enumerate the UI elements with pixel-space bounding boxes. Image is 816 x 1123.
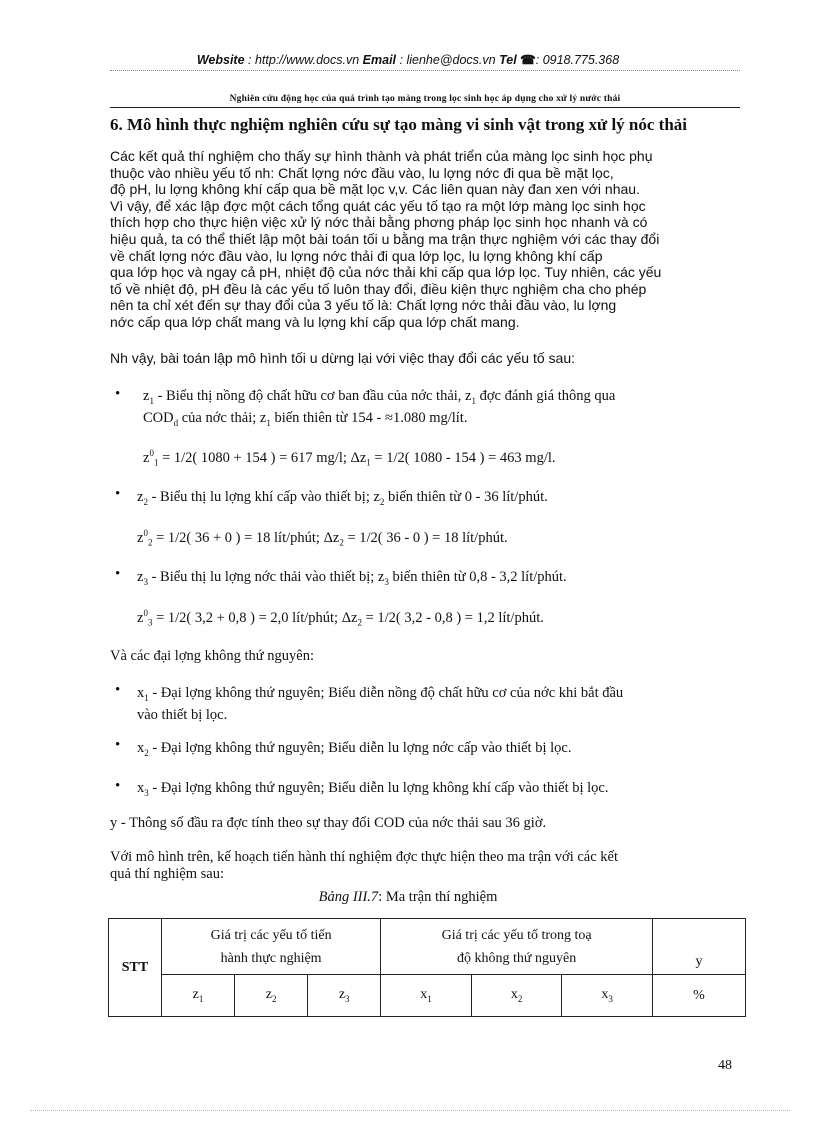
z1-description: $z_1$ - Biểu thị nồng độ chất hữu cơ ban đầu của nớc thải, $z_1$ đợc đánh giá thông qua (143, 388, 616, 406)
bullet-icon: • (115, 386, 121, 402)
paragraph-line: độ pH, lu lợng không khí cấp qua bề mặt lọc v,v. Các liên quan này đan xen với nhau. (110, 181, 640, 198)
subheader-x2: $x_2$ (471, 975, 562, 1017)
y-definition: y - Thông số đầu ra đợc tính theo sự thay đổi COD của nớc thải sau 36 giờ. (110, 815, 547, 831)
email-value[interactable]: : lienhe@docs.vn (399, 53, 496, 67)
z3-description: $z_3$ - Biểu thị lu lợng nớc thải vào thiết bị; $z_3$ biến thiên từ 0,8 - 3,2 lít/phút. (137, 569, 567, 587)
experiment-matrix-table (108, 918, 746, 1017)
x2-description: $x_2$ - Đại lợng không thứ nguyên; Biểu diễn lu lợng nớc cấp vào thiết bị lọc. (137, 740, 572, 758)
page-number: 48 (718, 1058, 732, 1073)
website-label: Website (196, 53, 245, 67)
x3-description: $x_3$ - Đại lợng không thứ nguyên; Biểu diễn lu lợng không khí cấp vào thiết bị lọc. (137, 780, 609, 798)
bullet-icon: • (115, 778, 121, 794)
section-heading: 6. Mô hình thực nghiệm nghiên cứu sự tạo màng vi sinh vật trong xử lý nóc thải (110, 115, 688, 134)
column-group-experimental: Giá trị các yếu tố tiến hành thực nghiệm (162, 919, 381, 975)
header-divider (110, 70, 740, 71)
paragraph-line: Vì vậy, để xác lập đợc một cách tổng quát các yếu tố tạo ra một lớp màng lọc sinh học (110, 197, 646, 214)
z2-description: $z_2$ - Biểu thị lu lợng khí cấp vào thiết bị; $z_2$ biến thiên từ 0 - 36 lít/phút. (137, 489, 548, 507)
subheader-x1: $x_1$ (381, 975, 472, 1017)
bullet-icon: • (115, 682, 121, 698)
paragraph-line: thích hợp cho thực hiện việc xử lý nớc thải bằng phơng pháp lọc sinh học nhanh và có (110, 214, 648, 231)
column-header-stt: STT (109, 919, 162, 1017)
summary-paragraph: Nh vậy, bài toán lập mô hình tối u dừng lại với việc thay đổi các yếu tố sau: (110, 350, 575, 366)
column-header-y: y (653, 919, 746, 975)
paragraph-line: về chất lợng nớc đầu vào, lu lợng nớc thải đi qua lớp lọc, lu lợng không khí cấp (110, 247, 603, 264)
table-caption: Bảng III.7: Ma trận thí nghiệm (318, 889, 498, 905)
subheader-z1: $z_1$ (162, 975, 235, 1017)
matrix-intro: Với mô hình trên, kế hoạch tiến hành thí nghiệm đợc thực hiện theo ma trận với các kết quả thí nghiệm sau: (110, 849, 619, 882)
website-header (0, 52, 816, 67)
paragraph-line: thuộc vào nhiều yếu tố nh: Chất lợng nớc đầu vào, lu lợng nớc đi qua bề mặt lọc, (110, 164, 614, 181)
intro-paragraph (110, 148, 742, 331)
delta-icon: Δ (341, 609, 352, 626)
x1-description: $x_1$ - Đại lợng không thứ nguyên; Biểu diễn nồng độ chất hữu cơ của nớc khi bắt đầu vào thiết bị lọc. (137, 685, 624, 723)
unit-percent: % (653, 975, 746, 1017)
paragraph-line: hiệu quả, ta có thể thiết lập một bài toán tối u bằng ma trận thực nghiệm với các thay đổi (110, 230, 660, 247)
website-url[interactable]: : http://www.docs.vn (248, 53, 360, 67)
z1-formula: $z^0_1 = 1/2$( 1080 + 154 ) = 617 mg/l; $\Delta z_1 = 1/2$( 1080 - 154 ) = 463 mg/l. (143, 448, 556, 468)
footer-divider (30, 1110, 790, 1111)
paragraph-line: qua lớp học và ngay cả pH, nhiệt độ của nớc thải khi cấp qua lớp lọc. Tuy nhiên, các yếu (110, 264, 662, 281)
column-group-dimensionless: Giá trị các yếu tố trong toạ độ không thứ nguyên (381, 919, 653, 975)
delta-icon: Δ (350, 449, 360, 466)
running-title-rule (110, 107, 740, 108)
z3-formula: $z^0_3 = 1/2$( 3,2 + 0,8 ) = 2,0 lít/phút; $\Delta z_2 = 1/2$( 3,2 - 0,8 ) = 1,2 lít/phút. (137, 608, 544, 628)
bullet-icon: • (115, 486, 121, 502)
email-label: Email (362, 53, 397, 67)
dimensionless-intro: Và các đại lợng không thứ nguyên: (110, 648, 314, 664)
paragraph-line: Các kết quả thí nghiệm cho thấy sự hình thành và phát triển của màng lọc sinh học phụ (110, 148, 653, 164)
subheader-z2: $z_2$ (235, 975, 308, 1017)
paragraph-line: nớc cấp qua lớp chất mang và lu lợng khí cấp qua lớp chất mang. (110, 313, 520, 330)
phone-icon: ☎ (520, 53, 536, 67)
subheader-z3: $z_3$ (308, 975, 381, 1017)
paragraph-line: tố về nhiệt độ, pH đều là các yếu tố luôn thay đổi, điều kiện thực nghiệm cha cho phép (110, 280, 647, 297)
z2-formula: $z^0_2 = 1/2$( 36 + 0 ) = 18 lít/phút; $\Delta z_2 = 1/2$( 36 - 0 ) = 18 lít/phút. (137, 528, 508, 548)
subheader-x3: $x_3$ (562, 975, 653, 1017)
bullet-icon: • (115, 737, 121, 753)
bullet-icon: • (115, 566, 121, 582)
running-title: Nghiên cứu động học của quá trình tạo màng trong lọc sinh học áp dụng cho xử lý nước thải (229, 94, 621, 104)
paragraph-line: nên ta chỉ xét đến sự thay đổi của 3 yếu tố là: Chất lợng nớc thải đầu vào, lu lợng (110, 297, 617, 314)
z1-description-cont: $COD_d$ của nớc thải; $z_1$ biến thiên từ 154 - ≈1.080 mg/lít. (143, 410, 468, 428)
tel-value: : 0918.775.368 (535, 53, 620, 67)
tel-label: Tel (499, 53, 517, 67)
delta-icon: Δ (323, 529, 333, 546)
